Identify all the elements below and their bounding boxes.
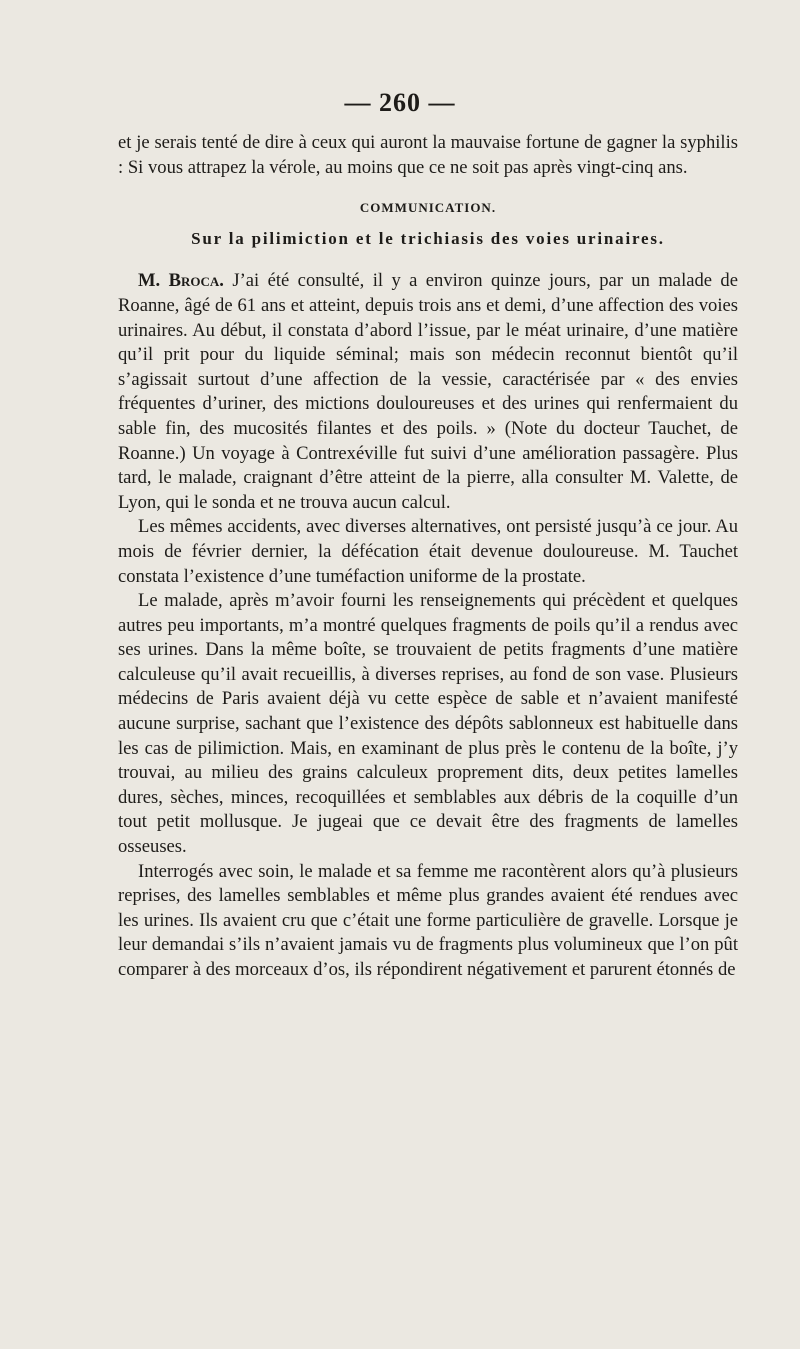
speaker-name: Broca: [168, 270, 220, 292]
page-number: — 260 —: [344, 88, 456, 117]
paragraph-1-text: J’ai été consulté, il y a environ quinze jours, par un malade de Roanne, âgé de 61 ans et atteint, depuis trois ans et demi, d’une affection des voies urinaires. Au début, il constata d’abord l’issue, par le méat urinaire, d’une matière qu’il prit pour du liquide séminal; mais son médecin reconnut bientôt qu’il s’agissait surtout d’une affection de la vessie, caractérisée par « des envies fréquentes d’uriner, des mictions douloureuses et des urines qui renfermaient du sable fin, des mucosités filantes et des poils. » (Note du docteur Tauchet, de Roanne.) Un voyage à Contrexéville fut suivi d’une amélioration passagère. Plus tard, le malade, craignant d’être atteint de la pierre, alla consulter M. Valette, de Lyon, qui le sonda et ne trouva aucun calcul.: [118, 270, 738, 513]
paragraph-4: Interrogés avec soin, le malade et sa femme me racontèrent alors qu’à plusieurs reprises, des lamelles semblables et même plus grandes avaient été rendues avec les urines. Ils avaient cru que c’était une forme particulière de gravelle. Lorsque je leur demandai s’ils n’avaient jamais vu de fragments plus volumineux que l’on pût comparer à des morceaux d’os, ils répondirent négativement et parurent étonnés de: [118, 860, 738, 980]
paragraph-1: M. Broca. J’ai été consulté, il y a environ quinze jours, par un malade de Roanne, âgé de 61 ans et atteint, depuis trois ans et demi, d’une affection des voies urinaires. Au début, il constata d’abord l’issue, par le méat urinaire, d’une matière qu’il prit pour du liquide séminal; mais son médecin reconnut bientôt qu’il s’agissait surtout d’une affection de la vessie, caractérisée par « des envies fréquentes d’uriner, des mictions douloureuses et des urines qui renfermaient du sable fin, des mucosités filantes et des poils. » (Note du docteur Tauchet, de Roanne.) Un voyage à Contrexéville fut suivi d’une amélioration passagère. Plus tard, le malade, craignant d’être atteint de la pierre, alla consulter M. Valette, de Lyon, qui le sonda et ne trouva aucun calcul.: [118, 270, 738, 513]
paragraph-2: Les mêmes accidents, avec diverses alternatives, ont persisté jusqu’à ce jour. Au mois de février dernier, la défécation était devenue douloureuse. M. Tauchet constata l’existence d’une tuméfaction uniforme de la prostate.: [118, 516, 738, 587]
section-label: COMMUNICATION.: [359, 200, 497, 216]
paragraph-3: Le malade, après m’avoir fourni les renseignements qui précèdent et quelques autres peu importants, m’a montré quelques fragments de poils qu’il a rendus avec ses urines. Dans la même boîte, se trouvaient de petits fragments d’une matière calculeuse qu’il avait recueillis, à diverses reprises, au fond de son vase. Plusieurs médecins de Paris avaient déjà vu cette espèce de sable et n’avaient manifesté aucune surprise, sachant que l’existence des dépôts sablonneux est habituelle dans les cas de pilimiction. Mais, en examinant de plus près le contenu de la boîte, j’y trouvai, au milieu des grains calculeux proprement dits, deux petites lamelles dures, sèches, minces, recoquillées et semblables aux débris de la coquille d’un tout petit mollusque. Je jugeai que ce devait être des fragments de lamelles osseuses.: [118, 590, 738, 858]
document-body: [118, 131, 738, 983]
section-title: Sur la pilimiction et le trichiasis des voies urinaires.: [191, 228, 665, 248]
speaker-prefix: M.: [138, 270, 161, 292]
intro-paragraph: et je serais tenté de dire à ceux qui auront la mauvaise fortune de gagner la syphilis : Si vous attrapez la vérole, au moins que ce ne soit pas après vingt-cinq ans.: [118, 132, 738, 178]
